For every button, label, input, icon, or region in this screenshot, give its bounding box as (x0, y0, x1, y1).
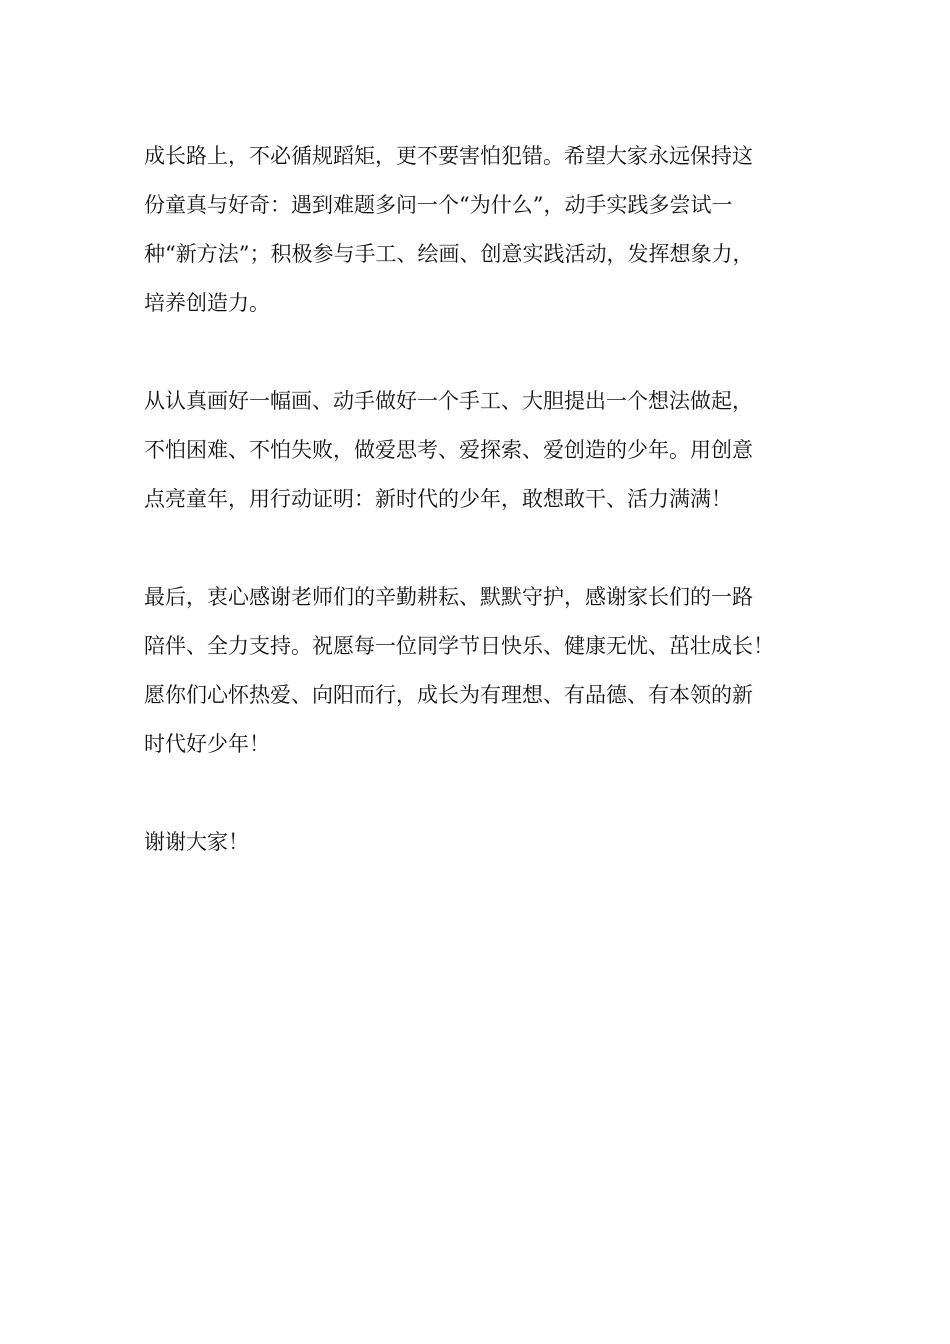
paragraph-1 (144, 132, 814, 328)
text-line: 不怕困难、不怕失败，做爱思考、爱探索、爱创造的少年。用创意 (144, 438, 753, 462)
paragraph-4 (144, 818, 814, 867)
text-line: 陪伴、全力支持。祝愿每一位同学节日快乐、健康无忧、茁壮成长！ (144, 634, 774, 658)
text-line: 时代好少年！ (144, 732, 270, 756)
paragraph-3 (144, 573, 814, 769)
text-line: 种“新方法”；积极参与手工、绘画、创意实践活动，发挥想象力， (144, 242, 754, 266)
text-line: 成长路上，不必循规蹈矩，更不要害怕犯错。希望大家永远保持这 (144, 144, 753, 168)
text-line: 份童真与好奇：遇到难题多问一个“为什么”，动手实践多尝试一 (144, 193, 733, 217)
text-line: 最后，衷心感谢老师们的辛勤耕耘、默默守护，感谢家长们的一路 (144, 585, 753, 609)
text-line: 从认真画好一幅画、动手做好一个手工、大胆提出一个想法做起， (144, 389, 753, 413)
text-line: 培养创造力。 (144, 291, 270, 315)
text-line: 谢谢大家！ (144, 830, 249, 854)
document-body (144, 132, 814, 916)
paragraph-2 (144, 377, 814, 524)
text-line: 点亮童年，用行动证明：新时代的少年，敢想敢干、活力满满！ (144, 487, 732, 511)
text-line: 愿你们心怀热爱、向阳而行，成长为有理想、有品德、有本领的新 (144, 683, 753, 707)
